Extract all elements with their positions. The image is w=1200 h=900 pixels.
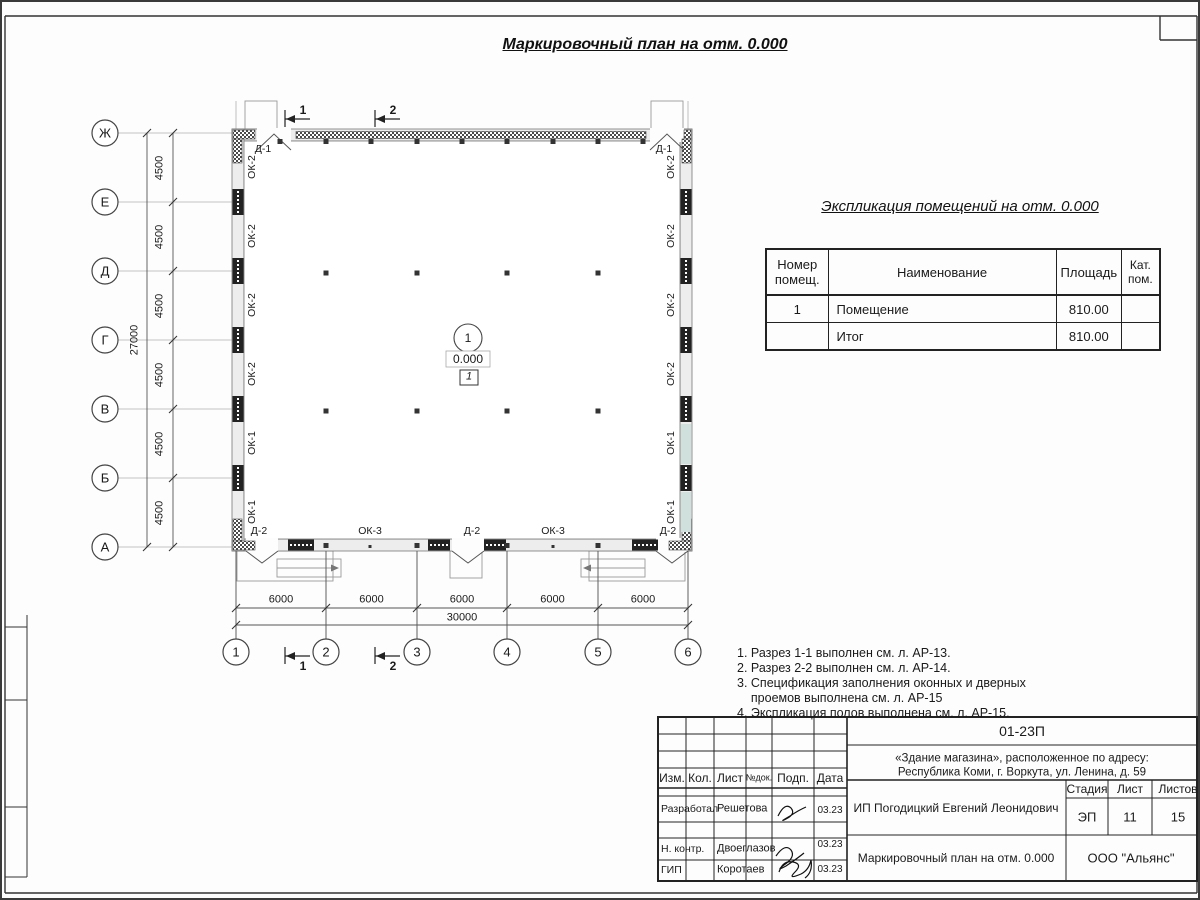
axis-row-4: Г	[101, 332, 109, 348]
mark-right-4: ОК-2	[664, 362, 677, 386]
tb-role-2: Н. контр.	[661, 842, 705, 855]
mark-right-6: ОК-1	[664, 500, 677, 524]
note-line: 2. Разрез 2-2 выполнен см. л. АР-14.	[737, 661, 951, 675]
axis-col-4: 4	[503, 644, 511, 660]
explication-cell: Итог	[828, 323, 1056, 351]
note-line: 3. Спецификация заполнения оконных и дверных	[737, 676, 1026, 690]
tb-date-1: 03.23	[817, 805, 843, 816]
ramp-arrows	[331, 565, 591, 572]
section-2-top: 2	[389, 103, 397, 117]
mark-bottom-3: Д-2	[463, 524, 481, 537]
explication-col-header: Номер помещ.	[766, 249, 828, 295]
tb-header-2: Кол.	[688, 771, 712, 785]
mark-right-1: ОК-2	[664, 155, 677, 179]
dim-row-2: 4500	[153, 224, 166, 249]
dim-row-5: 4500	[153, 431, 166, 456]
mark-right-3: ОК-2	[664, 293, 677, 317]
axis-row-6: Б	[100, 470, 110, 486]
notes	[737, 646, 1026, 721]
explication-title: Экспликация помещений на отм. 0.000	[821, 198, 1099, 215]
tb-header-1: Изм.	[659, 771, 685, 785]
explication-cell: 810.00	[1056, 323, 1122, 351]
mark-right-2: ОК-2	[664, 224, 677, 248]
tb-company: ООО "Альянс"	[1087, 850, 1175, 866]
explication-row	[766, 323, 1160, 351]
mark-top-door-2: Д-1	[655, 142, 673, 155]
note-line: 1. Разрез 1-1 выполнен см. л. АР-13.	[737, 646, 951, 660]
explication-col-header: Площадь	[1056, 249, 1122, 295]
explication-cell: 810.00	[1056, 295, 1122, 323]
mark-left-2: ОК-2	[245, 224, 258, 248]
mark-right-5: ОК-1	[664, 431, 677, 455]
tb-role-3: ГИП	[661, 863, 682, 876]
explication-body	[766, 295, 1160, 350]
note-line: 4. Экспликация полов выполнена см. л. АР-15.	[737, 706, 1010, 720]
explication-cell	[1122, 295, 1160, 323]
axis-col-5: 5	[594, 644, 602, 660]
tb-object-line1: «Здание магазина», расположенное по адресу:	[895, 752, 1149, 765]
dim-row-6: 4500	[153, 500, 166, 525]
axis-col-6: 6	[684, 644, 692, 660]
axis-row-5: В	[100, 401, 110, 417]
tb-name-1: Решетова	[717, 802, 768, 815]
tb-sheets-value: 15	[1170, 809, 1186, 825]
mark-top-door-1: Д-1	[254, 142, 272, 155]
floor-type-mark: 1	[465, 370, 473, 383]
tb-client: ИП Погодицкий Евгений Леонидович	[853, 801, 1059, 815]
section-2-bottom: 2	[389, 659, 397, 673]
dim-col-1: 6000	[268, 593, 294, 606]
axis-col-3: 3	[413, 644, 421, 660]
tb-date-3: 03.23	[817, 864, 843, 875]
tb-sheets-label: Листов	[1158, 782, 1198, 796]
explication-cell	[1122, 323, 1160, 351]
explication-col-header: Кат. пом.	[1122, 249, 1160, 295]
mark-left-4: ОК-2	[245, 362, 258, 386]
tb-header-5: Подп.	[777, 771, 809, 785]
tb-sheet-label: Лист	[1116, 782, 1144, 796]
tb-name-3: Коротаев	[717, 863, 765, 876]
signatures	[776, 806, 811, 878]
mark-left-5: ОК-1	[245, 431, 258, 455]
dim-col-4: 6000	[540, 593, 565, 606]
tb-header-6: Дата	[816, 771, 844, 785]
axis-row-7: А	[100, 539, 110, 555]
tb-header-3: Лист	[716, 771, 744, 785]
mark-bottom-1: Д-2	[250, 524, 268, 537]
tb-date-2: 03.23	[817, 839, 843, 850]
section-1-top: 1	[299, 103, 307, 117]
mark-left-1: ОК-2	[245, 155, 258, 179]
mark-left-3: ОК-2	[245, 293, 258, 317]
tb-role-1: Разработал	[661, 802, 719, 815]
note-line: проемов выполнена см. л. АР-15	[737, 691, 943, 705]
dim-row-total: 27000	[128, 324, 141, 356]
axis-col-2: 2	[322, 644, 330, 660]
section-1-bottom: 1	[299, 659, 307, 673]
tb-sheet-value: 11	[1123, 809, 1137, 825]
dim-row-1: 4500	[153, 155, 166, 180]
explication-table	[765, 248, 1161, 351]
tb-doc-title: Маркировочный план на отм. 0.000	[857, 851, 1055, 865]
room-elevation: 0.000	[452, 352, 484, 366]
mark-bottom-5: Д-2	[659, 524, 677, 537]
tb-doc-number: 01-23П	[999, 723, 1045, 739]
explication-col-header: Наименование	[828, 249, 1056, 295]
explication-header	[766, 249, 1160, 295]
explication-cell: 1	[766, 295, 828, 323]
dim-col-total: 30000	[446, 611, 478, 624]
left-edge-stamp	[5, 615, 27, 877]
mark-left-6: ОК-1	[245, 500, 258, 524]
dim-col-3: 6000	[449, 593, 475, 606]
axis-row-2: Е	[100, 194, 110, 210]
page-title: Маркировочный план на отм. 0.000	[502, 36, 788, 53]
mark-bottom-2: ОК-3	[358, 524, 382, 537]
dim-row-3: 4500	[153, 293, 166, 318]
axis-row-1: Ж	[98, 125, 112, 141]
tb-object-line2: Республика Коми, г. Воркута, ул. Ленина, д. 59	[897, 766, 1147, 779]
explication-cell	[766, 323, 828, 351]
tb-stage-value: ЭП	[1077, 809, 1097, 825]
explication-row	[766, 295, 1160, 323]
tb-header-4: №док.	[745, 772, 773, 783]
dim-row-4: 4500	[153, 362, 166, 387]
room-number: 1	[464, 331, 472, 345]
dim-col-2: 6000	[359, 593, 384, 606]
mark-bottom-4: ОК-3	[541, 524, 565, 537]
axis-row-3: Д	[100, 263, 110, 279]
tb-stage-label: Стадия	[1066, 782, 1108, 796]
tb-name-2: Двоеглазов	[717, 842, 776, 855]
axis-col-1: 1	[232, 644, 240, 660]
explication-cell: Помещение	[828, 295, 1056, 323]
dim-col-5: 6000	[630, 593, 656, 606]
